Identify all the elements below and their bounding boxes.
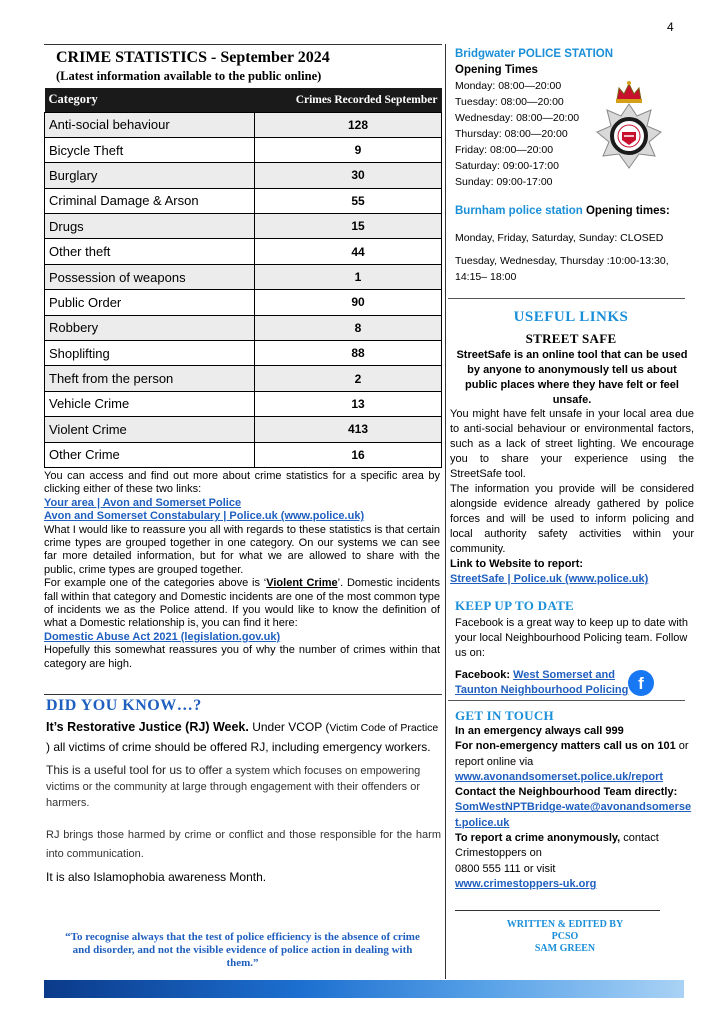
rj-communication-paragraph: RJ brings those harmed by crime or conflict and those responsible for the harm into communication. xyxy=(46,829,441,860)
street-safe-paragraph: The information you provide will be considered alongside evidence already gathered by police forces and will be used to inform policing and local authority safety activities within your community. xyxy=(450,483,694,555)
row-count: 88 xyxy=(255,341,442,366)
facebook-label: Facebook: xyxy=(455,669,514,681)
example-text-c: ’. Domestic incidents fall within that category and Domestic incidents are one of the most common type of incidents we as the Police attend. If you would like to know the definition of what a Domestic relationship is, you can find it here: xyxy=(44,577,440,630)
page-number: 4 xyxy=(667,20,674,34)
rj-text-d: ) all victims of crime should be offered RJ, including emergency workers. xyxy=(46,740,431,754)
anonymous-rest: contact Crimestoppers on xyxy=(455,832,659,860)
rj-tool-text-a: This is a useful tool for us to offer xyxy=(46,763,226,777)
row-category: Burglary xyxy=(45,163,255,188)
credit-line: PCSO xyxy=(551,931,579,942)
street-safe-body xyxy=(450,407,694,587)
burnham-open-days: Tuesday, Wednesday, Thursday :10:00-13:30, 14:15– 18:00 xyxy=(455,255,669,283)
table-row xyxy=(45,417,442,442)
row-category: Violent Crime xyxy=(45,417,255,442)
rj-week-paragraph xyxy=(46,718,441,757)
hours-line: Sunday: 09:00-17:00 xyxy=(455,176,553,188)
table-row xyxy=(45,442,442,467)
closing-paragraph: Hopefully this somewhat reassures you of why the number of crimes within that category are high. xyxy=(44,644,440,670)
row-count: 413 xyxy=(255,417,442,442)
column-header-count: Crimes Recorded September xyxy=(255,88,442,112)
row-count: 16 xyxy=(255,442,442,467)
row-category: Public Order xyxy=(45,290,255,315)
hours-line: Monday: 08:00—20:00 xyxy=(455,80,562,92)
keep-up-body: Facebook is a great way to keep up to date with your local Neighbourhood Policing team. Follow us on: xyxy=(455,617,688,659)
facebook-line xyxy=(455,668,635,698)
table-row xyxy=(45,264,442,289)
get-in-touch-body xyxy=(455,724,695,892)
table-row xyxy=(45,239,442,264)
report-online-link[interactable]: www.avonandsomerset.police.uk/report xyxy=(455,770,664,783)
burnham-name: Burnham police station xyxy=(455,205,583,217)
domestic-abuse-act-link[interactable]: Domestic Abuse Act 2021 (legislation.gov.uk) xyxy=(44,630,281,643)
police-uk-link[interactable]: Avon and Somerset Constabulary | Police.uk (www.police.uk) xyxy=(44,510,365,523)
table-header-row xyxy=(45,88,442,112)
rj-tool-paragraph xyxy=(46,763,441,811)
intro-paragraph: You can access and find out more about crime statistics for a specific area by clicking either of these two links: xyxy=(44,470,440,496)
row-category: Criminal Damage & Arson xyxy=(45,188,255,213)
islamophobia-month-text: It is also Islamophobia awareness Month. xyxy=(46,870,267,884)
row-category: Possession of weapons xyxy=(45,264,255,289)
hours-line: Tuesday: 08:00—20:00 xyxy=(455,96,564,108)
row-count: 44 xyxy=(255,239,442,264)
table-row xyxy=(45,137,442,162)
rj-tool-text-b: a system which focuses on empowering victims or the community at large through engagement with their offenders or harmers. xyxy=(46,765,421,809)
section-rule xyxy=(455,910,660,911)
reassure-paragraph: What I would like to reassure you all with regards to these statistics is that certain crime types are grouped together in one category. On our systems we can see far more detailed information, but for what we are allowed to share with the public, crime types are grouped together. xyxy=(44,523,440,576)
get-in-touch-title: GET IN TOUCH xyxy=(455,708,554,723)
hours-line: Thursday: 08:00—20:00 xyxy=(455,128,568,140)
table-row xyxy=(45,315,442,340)
team-email-link[interactable]: SomWestNPTBridge-wate@avonandsomerset.police.uk xyxy=(455,801,692,829)
crime-stats-explanation xyxy=(44,470,440,671)
crimestoppers-number: 0800 555 111 or visit xyxy=(455,862,556,875)
street-safe-link-label: Link to Website to report: xyxy=(450,558,584,570)
rj-text-b: Under VCOP ( xyxy=(248,720,330,734)
your-area-link[interactable]: Your area | Avon and Somerset Police xyxy=(44,496,242,509)
row-count: 1 xyxy=(255,264,442,289)
row-category: Vehicle Crime xyxy=(45,391,255,416)
emergency-line: In an emergency always call 999 xyxy=(455,725,624,737)
vcop-expansion: Victim Code of Practice xyxy=(329,722,439,734)
row-category: Anti-social behaviour xyxy=(45,112,255,137)
row-category: Shoplifting xyxy=(45,341,255,366)
star-badge-icon xyxy=(597,104,661,168)
table-row xyxy=(45,290,442,315)
facebook-page-link[interactable]: West Somerset and Taunton Neighbourhood Policing xyxy=(455,669,629,696)
street-safe-paragraph: You might have felt unsafe in your local area due to anti-social behaviour or environmental factors, such as a lack of street lighting. We encourage you to share your experience using the StreetSafe tool. xyxy=(450,408,694,480)
contact-team-line: Contact the Neighbourhood Team directly: xyxy=(455,786,678,799)
column-divider xyxy=(445,44,446,979)
burnham-closed-days: Monday, Friday, Saturday, Sunday: CLOSED xyxy=(455,232,664,244)
table-row xyxy=(45,112,442,137)
useful-links-title: USEFUL LINKS xyxy=(513,309,629,325)
table-row xyxy=(45,391,442,416)
top-rule xyxy=(44,44,442,45)
anonymous-bold: To report a crime anonymously, xyxy=(455,832,621,845)
hours-line: Wednesday: 08:00—20:00 xyxy=(455,112,580,124)
row-category: Robbery xyxy=(45,315,255,340)
facebook-icon[interactable]: f xyxy=(628,670,654,696)
table-row xyxy=(45,188,442,213)
section-rule xyxy=(448,298,685,299)
non-emergency-rest: or report online via xyxy=(455,740,689,768)
crime-stats-subtitle: (Latest information available to the public online) xyxy=(56,69,322,83)
row-count: 90 xyxy=(255,290,442,315)
opening-times-title: Opening Times xyxy=(455,64,538,76)
table-row xyxy=(45,163,442,188)
hours-line: Friday: 08:00—20:00 xyxy=(455,144,554,156)
crime-stats-title: CRIME STATISTICS - September 2024 xyxy=(56,49,330,66)
example-text-a: For example one of the categories above is ‘ xyxy=(44,577,267,590)
table-row xyxy=(45,366,442,391)
row-count: 8 xyxy=(255,315,442,340)
credit-line: SAM GREEN xyxy=(534,943,596,954)
burnham-station-title xyxy=(455,205,670,217)
street-safe-lead: StreetSafe is an online tool that can be used by anyone to anonymously tell us about public places where they have felt or feel unsafe. xyxy=(456,349,688,406)
station-title: Bridgwater POLICE STATION xyxy=(455,48,614,60)
row-count: 9 xyxy=(255,137,442,162)
row-category: Other Crime xyxy=(45,442,255,467)
table-row xyxy=(45,341,442,366)
rj-week-heading: It’s Restorative Justice (RJ) Week. xyxy=(46,720,249,734)
non-emergency-line xyxy=(455,739,695,770)
row-count: 30 xyxy=(255,163,442,188)
row-category: Theft from the person xyxy=(45,366,255,391)
violent-crime-emphasis: Violent Crime xyxy=(266,577,338,590)
column-header-category: Category xyxy=(45,88,255,112)
row-category: Other theft xyxy=(45,239,255,264)
section-rule xyxy=(448,700,685,701)
keep-up-to-date-title: KEEP UP TO DATE xyxy=(455,598,575,613)
row-category: Bicycle Theft xyxy=(45,137,255,162)
row-count: 13 xyxy=(255,391,442,416)
table-row xyxy=(45,214,442,239)
street-safe-link[interactable]: StreetSafe | Police.uk (www.police.uk) xyxy=(450,573,649,585)
hours-line: Saturday: 09:00-17:00 xyxy=(455,160,559,172)
did-you-know-title: DID YOU KNOW…? xyxy=(46,697,202,714)
non-emergency-bold: For non-emergency matters call us on 101 xyxy=(455,740,676,753)
street-safe-title: STREET SAFE xyxy=(525,331,617,346)
footer-gradient-bar xyxy=(44,980,684,998)
row-count: 2 xyxy=(255,366,442,391)
police-badge-logo xyxy=(589,78,669,174)
crown-icon xyxy=(616,81,642,103)
section-rule xyxy=(44,694,442,695)
row-category: Drugs xyxy=(45,214,255,239)
peel-quote: “To recognise always that the test of police efficiency is the absence of crime and disorder, and not the visible evidence of police action in dealing with them.” xyxy=(65,931,420,969)
example-paragraph xyxy=(44,577,440,631)
row-count: 55 xyxy=(255,188,442,213)
credit-line: WRITTEN & EDITED BY xyxy=(506,919,624,930)
crimestoppers-link[interactable]: www.crimestoppers-uk.org xyxy=(455,877,597,890)
crime-stats-table xyxy=(44,88,442,468)
editor-credit xyxy=(455,919,675,955)
row-count: 15 xyxy=(255,214,442,239)
row-count: 128 xyxy=(255,112,442,137)
burnham-opening-label: Opening times: xyxy=(582,205,670,217)
anonymous-report-line xyxy=(455,831,695,862)
